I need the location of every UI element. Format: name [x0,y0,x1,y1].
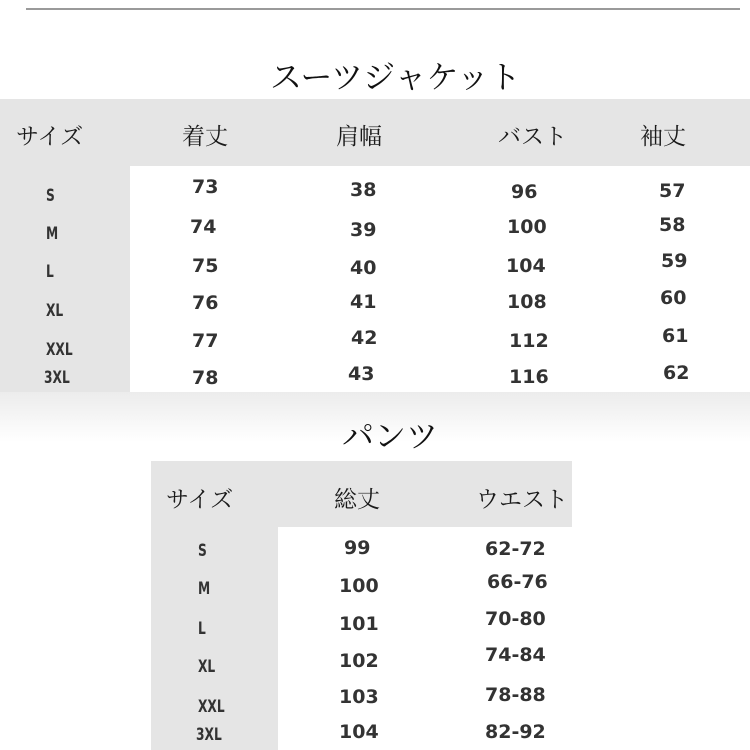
pants-cell: 100 [339,575,379,597]
jacket-cell: 43 [348,363,375,385]
jacket-size-label: M [46,224,59,244]
pants-size-label: XXL [198,697,225,717]
jacket-cell: 40 [350,257,377,279]
pants-cell: 70-80 [485,608,546,630]
jacket-header-sleeve: 袖丈 [640,124,686,150]
jacket-cell: 61 [662,325,689,347]
pants-cell: 82-92 [485,721,546,743]
jacket-title: スーツジャケット [270,58,521,96]
pants-cell: 103 [339,686,379,708]
jacket-cell: 112 [509,330,549,352]
pants-size-label: M [198,579,211,599]
jacket-cell: 58 [659,214,686,236]
pants-cell: 102 [339,650,379,672]
jacket-size-label: L [46,262,54,282]
jacket-header-length: 着丈 [182,124,228,150]
pants-size-label: L [198,619,206,639]
pants-cell: 101 [339,613,379,635]
pants-cell: 104 [339,721,379,743]
jacket-cell: 75 [192,255,219,277]
jacket-size-label: S [46,186,55,206]
jacket-cell: 73 [192,176,219,198]
jacket-cell: 41 [350,291,377,313]
top-divider [26,8,740,10]
pants-cell: 78-88 [485,684,546,706]
pants-cell: 62-72 [485,538,546,560]
pants-size-label: S [198,541,207,561]
jacket-cell: 96 [511,181,538,203]
jacket-cell: 42 [351,327,378,349]
jacket-size-label: XL [46,301,64,321]
jacket-size-label: XXL [46,340,73,360]
jacket-header-shoulder: 肩幅 [336,124,382,150]
jacket-cell: 57 [659,180,686,202]
jacket-cell: 108 [507,291,547,313]
pants-cell: 99 [344,537,371,559]
jacket-cell: 59 [661,250,688,272]
pants-header-length: 総丈 [334,487,380,513]
pants-cell: 66-76 [487,571,548,593]
jacket-cell: 100 [507,216,547,238]
jacket-cell: 76 [192,292,219,314]
jacket-header-bust: バスト [498,124,567,150]
jacket-cell: 39 [350,219,377,241]
jacket-cell: 60 [660,287,687,309]
pants-size-label: XL [198,657,216,677]
jacket-cell: 77 [192,330,219,352]
jacket-cell: 116 [509,366,549,388]
pants-header-waist: ウエスト [476,487,568,513]
jacket-cell: 78 [192,367,219,389]
pants-title: パンツ [342,417,439,455]
jacket-cell: 62 [663,362,690,384]
pants-size-label: 3XL [196,725,222,745]
pants-cell: 74-84 [485,644,546,666]
jacket-cell: 38 [350,179,377,201]
pants-header-size: サイズ [166,487,234,513]
jacket-header-size: サイズ [16,124,84,150]
jacket-size-label: 3XL [44,368,70,388]
jacket-cell: 74 [190,216,217,238]
jacket-cell: 104 [506,255,546,277]
